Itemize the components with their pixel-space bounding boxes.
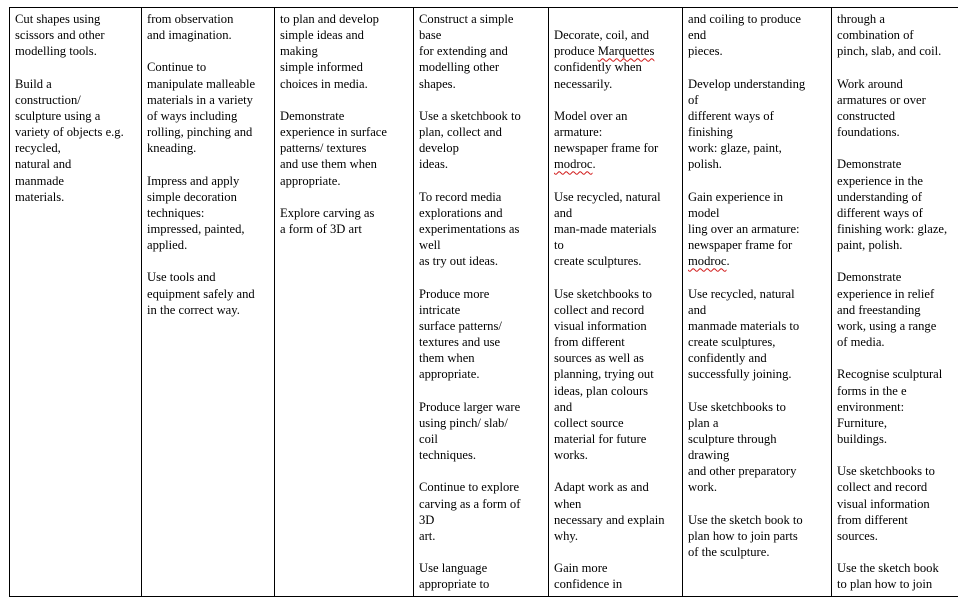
cell-paragraph <box>688 189 827 270</box>
text-line: paint, polish. <box>837 238 903 253</box>
text-line: scissors and other <box>15 28 105 43</box>
text-line: confidently when <box>554 60 642 75</box>
text-line: foundations. <box>837 125 900 140</box>
text-line: materials in a variety <box>147 92 253 107</box>
cell-paragraph <box>280 108 409 189</box>
text-line: coil <box>419 432 438 446</box>
text-line: work, using a range <box>837 318 937 333</box>
text-line: collect and record <box>554 302 645 317</box>
text-line: Use a sketchbook to <box>419 108 521 123</box>
text-line: ideas. <box>419 157 449 172</box>
cell-paragraph <box>688 512 827 560</box>
text-line: create sculptures, <box>688 335 776 350</box>
cell-text <box>280 11 409 596</box>
cell-paragraph <box>419 560 544 592</box>
text-line: Use tools and <box>147 270 216 285</box>
text-line: using pinch/ slab/ <box>419 415 508 430</box>
cell-paragraph <box>688 11 827 59</box>
text-line: a form of 3D art <box>280 222 362 236</box>
text-line: Continue to <box>147 60 207 75</box>
text-line: to plan how to join <box>837 577 933 592</box>
text-line: newspaper frame for <box>554 141 659 156</box>
text-line: through a <box>837 12 885 26</box>
text-line: Adapt work as and <box>554 480 649 495</box>
cell-paragraph <box>147 173 270 254</box>
text-line: experience in the <box>837 173 924 188</box>
text-line: impressed, painted, <box>147 222 245 236</box>
cell-text <box>419 11 544 596</box>
text-line: patterns/ textures <box>280 141 367 156</box>
text-line: equipment safely and <box>147 286 255 301</box>
cell-paragraph <box>554 108 678 173</box>
text-line: Continue to explore <box>419 480 520 495</box>
cell-paragraph <box>554 27 678 92</box>
text-line: manmade <box>15 173 64 188</box>
text-line: Decorate, coil, and <box>554 28 650 43</box>
text-line: modelling other <box>419 60 500 75</box>
text-line: visual information <box>554 318 647 333</box>
cell-paragraph <box>419 399 544 464</box>
text-line: confidently and <box>688 351 767 366</box>
cell-paragraph <box>15 11 137 59</box>
text-line: and <box>554 399 573 414</box>
text-line: sculpture using a <box>15 108 101 123</box>
cell-text <box>554 11 678 596</box>
text-line: techniques: <box>147 205 205 220</box>
text-line: drawing <box>688 448 730 463</box>
text-line: sources as well as <box>554 351 644 366</box>
text-line: construction/ <box>15 92 81 107</box>
text-line: man-made materials <box>554 221 657 236</box>
text-line: of ways including <box>147 108 238 123</box>
text-line: and other preparatory <box>688 464 797 479</box>
text-line: develop <box>419 141 459 156</box>
cell-paragraph <box>419 108 544 173</box>
text-line: collect source <box>554 415 624 430</box>
text-line: plan how to join parts <box>688 528 798 543</box>
table-cell-col-3 <box>275 8 414 597</box>
text-line: appropriate. <box>280 173 341 188</box>
text-line: them when <box>419 351 475 366</box>
text-line: and use them when <box>280 157 377 172</box>
cell-paragraph <box>280 205 409 237</box>
text-line: modroc. <box>688 254 730 269</box>
text-line: Produce larger ware <box>419 399 521 414</box>
text-line: Use the sketch book <box>837 561 939 576</box>
text-line: materials. <box>15 189 65 204</box>
spellcheck-flagged-word: Marquettes <box>597 44 655 59</box>
text-line: Recognise sculptural <box>837 367 943 382</box>
text-line: manipulate malleable <box>147 76 256 91</box>
text-line: from observation <box>147 12 234 26</box>
cell-paragraph <box>554 189 678 270</box>
text-line: choices in media. <box>280 76 368 91</box>
cell-text <box>147 11 270 596</box>
text-line: from different <box>837 512 908 527</box>
text-line: visual information <box>837 496 930 511</box>
cell-paragraph <box>15 76 137 205</box>
cell-paragraph <box>837 463 958 544</box>
cell-paragraph <box>837 11 958 59</box>
cell-paragraph <box>280 11 409 92</box>
text-line: Demonstrate <box>837 157 902 172</box>
cell-paragraph <box>147 269 270 317</box>
text-line: Use language <box>419 561 488 576</box>
text-line: well <box>419 238 441 253</box>
text-line: 3D <box>419 512 435 527</box>
text-line: collect and record <box>837 480 928 495</box>
text-line: experimentations as <box>419 222 520 236</box>
cell-paragraph <box>837 366 958 447</box>
table-row <box>10 8 958 597</box>
text-line: Use sketchbooks to <box>688 399 786 414</box>
text-line: when <box>554 496 582 511</box>
text-line: necessary and explain <box>554 512 665 527</box>
table-cell-col-4 <box>414 8 549 597</box>
text-line: buildings. <box>837 432 888 446</box>
text-line: carving as a form of <box>419 496 521 511</box>
text-line: ideas, plan colours <box>554 383 649 398</box>
text-line: Work around <box>837 76 903 91</box>
text-line: combination of <box>837 28 914 43</box>
text-line: Explore carving as <box>280 205 375 220</box>
text-line: Model over an <box>554 108 628 123</box>
cell-paragraph <box>419 286 544 383</box>
text-line: work. <box>688 480 718 495</box>
text-line: planning, trying out <box>554 367 654 382</box>
cell-paragraph <box>147 59 270 156</box>
text-line: modelling tools. <box>15 44 97 59</box>
text-line: produce Marquettes <box>554 44 655 59</box>
text-line: experience in surface <box>280 125 387 140</box>
cell-paragraph <box>419 479 544 544</box>
text-line: kneading. <box>147 141 197 156</box>
text-line: Use recycled, natural <box>688 286 795 301</box>
cell-paragraph <box>554 286 678 464</box>
cell-paragraph <box>688 399 827 496</box>
text-line: shapes. <box>419 76 456 91</box>
text-line: as try out ideas. <box>419 254 499 269</box>
text-line: works. <box>554 448 588 463</box>
text-line: understanding of <box>837 189 922 204</box>
text-line: Impress and apply <box>147 173 240 188</box>
text-line: Construct a simple <box>419 12 514 26</box>
text-line: pinch, slab, and coil. <box>837 44 942 59</box>
text-line: Cut shapes using <box>15 12 101 26</box>
text-line: explorations and <box>419 205 503 220</box>
text-line: recycled, <box>15 141 61 156</box>
cell-paragraph <box>554 479 678 544</box>
text-line: Develop understanding <box>688 76 806 91</box>
text-line: Use recycled, natural <box>554 189 661 204</box>
text-line: simple informed <box>280 60 363 75</box>
text-line: work: glaze, paint, <box>688 141 782 156</box>
text-line: in the correct way. <box>147 302 240 317</box>
spellcheck-flagged-word: modroc <box>554 157 593 172</box>
text-line: appropriate. <box>419 367 480 382</box>
text-line: art. <box>419 528 436 543</box>
text-line: Produce more <box>419 286 490 301</box>
text-line: Build a <box>15 76 52 91</box>
text-line: Furniture, <box>837 415 888 430</box>
table-cell-col-2 <box>142 8 275 597</box>
text-line: forms in the e <box>837 383 907 398</box>
text-line: Use sketchbooks to <box>837 464 935 479</box>
text-line: create sculptures. <box>554 254 642 269</box>
text-line: different ways of <box>837 205 923 220</box>
text-line: pieces. <box>688 44 723 59</box>
text-line: simple decoration <box>147 189 237 204</box>
cell-paragraph <box>837 560 958 592</box>
text-line: plan, collect and <box>419 125 502 140</box>
text-line: sculpture through <box>688 432 777 446</box>
cell-paragraph <box>554 560 678 592</box>
table-cell-col-7 <box>832 8 958 597</box>
text-line: manmade materials to <box>688 318 800 333</box>
text-line: material for future <box>554 432 647 446</box>
curriculum-table <box>9 7 958 597</box>
text-line: ling over an armature: <box>688 222 800 236</box>
text-line: why. <box>554 528 579 543</box>
text-line: newspaper frame for <box>688 238 793 253</box>
text-line: different ways of <box>688 108 774 123</box>
cell-paragraph <box>837 269 958 350</box>
cell-paragraph <box>419 11 544 92</box>
spellcheck-flagged-word: modroc <box>688 254 727 269</box>
cell-paragraph <box>688 76 827 173</box>
text-line: Demonstrate <box>837 270 902 285</box>
text-line: and <box>688 302 707 317</box>
text-line: Use the sketch book to <box>688 512 803 527</box>
text-line: natural and <box>15 157 72 172</box>
text-line: making <box>280 44 318 59</box>
text-line: to plan and develop <box>280 12 379 26</box>
text-line: rolling, pinching and <box>147 125 253 140</box>
text-line: and freestanding <box>837 302 921 317</box>
text-line: end <box>688 28 707 43</box>
table-cell-col-6 <box>683 8 832 597</box>
text-line: confidence in <box>554 577 623 592</box>
text-line: armatures or over <box>837 92 926 107</box>
text-line: techniques. <box>419 448 477 463</box>
text-line: and coiling to produce <box>688 12 801 26</box>
text-line: and <box>554 205 573 220</box>
cell-text <box>837 11 958 596</box>
text-line: modroc. <box>554 157 596 172</box>
text-line: Gain more <box>554 561 608 576</box>
cell-text <box>15 11 137 596</box>
text-line: environment: <box>837 399 905 414</box>
text-line: sources. <box>837 528 878 543</box>
text-line: and imagination. <box>147 28 232 43</box>
text-line: appropriate to <box>419 577 490 592</box>
text-line: surface patterns/ <box>419 318 502 333</box>
table-cell-col-5 <box>549 8 683 597</box>
text-line: textures and use <box>419 335 501 350</box>
text-line: armature: <box>554 125 603 140</box>
cell-paragraph <box>147 11 270 43</box>
text-line: of the sculpture. <box>688 545 770 560</box>
text-line: to <box>554 238 564 253</box>
text-line: variety of objects e.g. <box>15 125 124 140</box>
text-line: Gain experience in <box>688 189 784 204</box>
text-line: Demonstrate <box>280 108 345 123</box>
text-line: polish. <box>688 157 722 172</box>
text-line: from different <box>554 335 625 350</box>
cell-paragraph <box>688 286 827 383</box>
text-line: simple ideas and <box>280 28 364 43</box>
cell-text <box>688 11 827 596</box>
cell-paragraph <box>837 76 958 141</box>
text-line: of media. <box>837 335 885 350</box>
text-line: constructed <box>837 108 896 123</box>
table-cell-col-1 <box>10 8 142 597</box>
cell-paragraph <box>837 156 958 253</box>
text-line: finishing work: glaze, <box>837 222 948 236</box>
text-line: experience in relief <box>837 286 935 301</box>
text-line: model <box>688 205 720 220</box>
text-line: for extending and <box>419 44 508 59</box>
text-line: necessarily. <box>554 76 613 91</box>
text-line: Use sketchbooks to <box>554 286 652 301</box>
cell-paragraph <box>419 189 544 270</box>
text-line: successfully joining. <box>688 367 792 382</box>
text-line: plan a <box>688 415 719 430</box>
text-line: intricate <box>419 302 461 317</box>
text-line: base <box>419 28 442 43</box>
text-line: To record media <box>419 189 502 204</box>
text-line: finishing <box>688 125 733 140</box>
text-line: of <box>688 92 699 107</box>
text-line: applied. <box>147 238 188 253</box>
